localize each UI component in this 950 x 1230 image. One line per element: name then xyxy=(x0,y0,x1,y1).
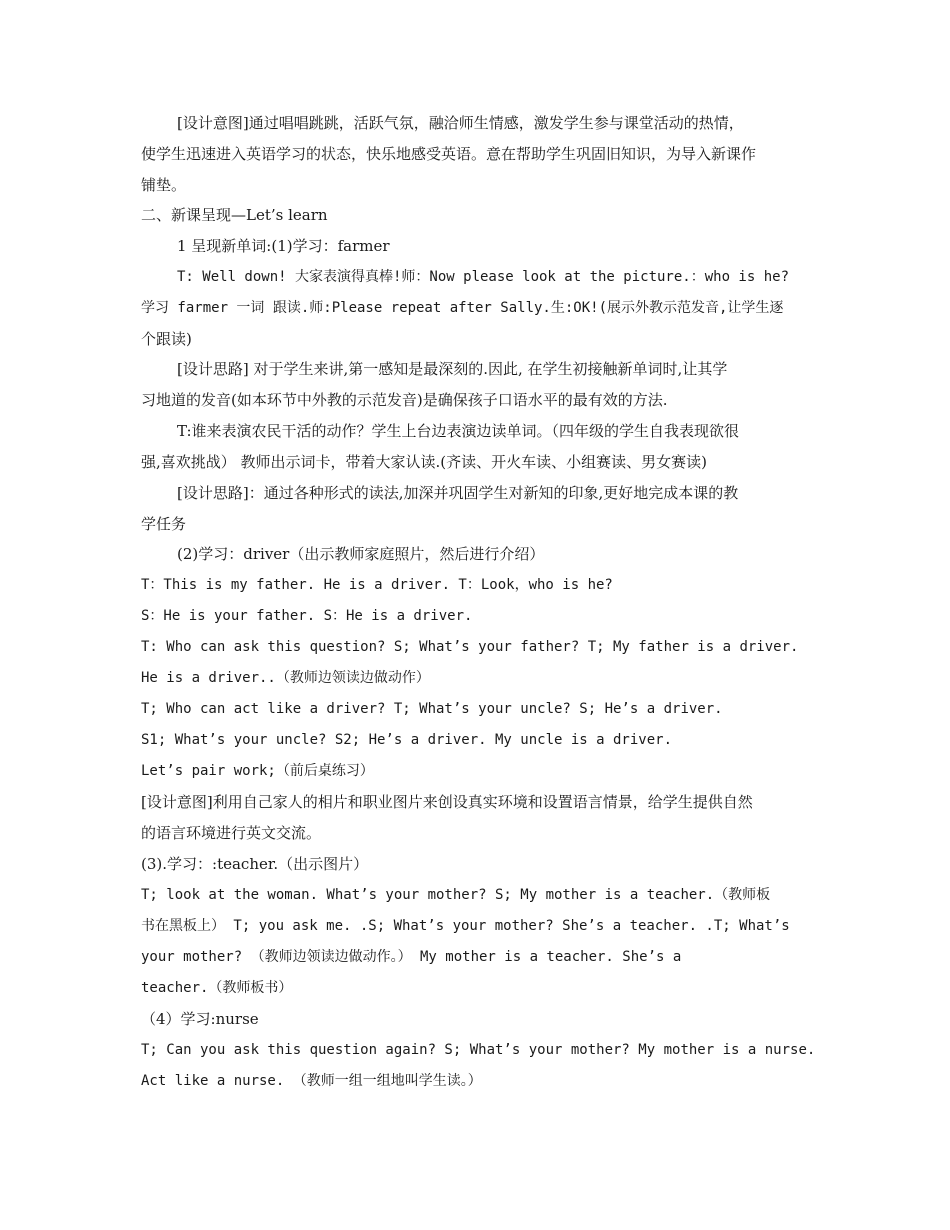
text-line: (3).学习：:teacher.（出示图片） xyxy=(141,855,369,873)
dialogue-line: He is a driver..（教师边领读边做动作） xyxy=(141,670,430,686)
text-line: 习地道的发音(如本环节中外教的示范发音)是确保孩子口语水平的最有效的方法. xyxy=(141,391,668,409)
design-idea-paragraph: [设计思路] 对于学生来讲,第一感知是最深刻的.因此, 在学生初接触新单词时,让其学 xyxy=(177,360,728,378)
text-line: 学任务 xyxy=(141,515,187,533)
text-line: (2)学习：driver（出示教师家庭照片，然后进行介绍） xyxy=(177,545,545,563)
text-line: T:谁来表演农民干活的动作？学生上台边表演边读单词。（四年级的学生自我表现欲很 xyxy=(177,422,740,440)
dialogue-line: T; Who can act like a driver? T; What’s your uncle? S; He’s a driver. xyxy=(141,701,723,717)
text-line: 的语言环境进行英文交流。 xyxy=(141,824,322,842)
dialogue-line: T：This is my father. He is a driver. T：Look，who is he? xyxy=(141,577,613,593)
design-idea-paragraph: [设计思路]：通过各种形式的读法,加深并巩固学生对新知的印象,更好地完成本课的教 xyxy=(177,484,739,502)
text-line: （4）学习:nurse xyxy=(141,1010,259,1028)
design-intent-paragraph: [设计意图]通过唱唱跳跳，活跃气氛，融洽师生情感，激发学生参与课堂活动的热情， xyxy=(177,114,744,132)
text-line: T: Well down! 大家表演得真棒!师：Now please look at the picture.：who is he? xyxy=(177,269,790,285)
text-line: 1 呈现新单词:(1)学习：farmer xyxy=(177,237,390,255)
dialogue-line: teacher.（教师板书） xyxy=(141,980,293,996)
text-line: 个跟读) xyxy=(141,330,192,348)
dialogue-line: 书在黑板上） T; you ask me. .S; What’s your mother? She’s a teacher. .T; What’s xyxy=(141,918,790,934)
section-heading: 二、新课呈现—Let’s learn xyxy=(141,206,328,224)
dialogue-line: your mother? （教师边领读边做动作。） My mother is a teacher. She’s a xyxy=(141,949,682,965)
dialogue-line: S：He is your father. S：He is a driver. xyxy=(141,608,473,624)
text-line: 强,喜欢挑战） 教师出示词卡，带着大家认读.(齐读、开火车读、小组赛读、男女赛读) xyxy=(141,453,708,471)
dialogue-line: T; Can you ask this question again? S; What’s your mother? My mother is a nurse. xyxy=(141,1042,816,1058)
text-line: 铺垫。 xyxy=(141,176,187,194)
dialogue-line: Act like a nurse. （教师一组一组地叫学生读。） xyxy=(141,1073,482,1089)
design-intent-paragraph: [设计意图]利用自己家人的相片和职业图片来创设真实环境和设置语言情景，给学生提供自然 xyxy=(141,793,753,811)
text-line: 使学生迅速进入英语学习的状态，快乐地感受英语。意在帮助学生巩固旧知识，为导入新课作 xyxy=(141,145,757,163)
dialogue-line: T; look at the woman. What’s your mother? S; My mother is a teacher.（教师板 xyxy=(141,887,771,903)
dialogue-line: Let’s pair work;（前后桌练习） xyxy=(141,763,374,779)
text-line: 学习 farmer 一词 跟读.师:Please repeat after Sally.生:OK!(展示外教示范发音,让学生逐 xyxy=(141,300,784,316)
dialogue-line: S1; What’s your uncle? S2; He’s a driver. My uncle is a driver. xyxy=(141,732,673,748)
dialogue-line: T: Who can ask this question? S; What’s your father? T; My father is a driver. xyxy=(141,639,799,655)
